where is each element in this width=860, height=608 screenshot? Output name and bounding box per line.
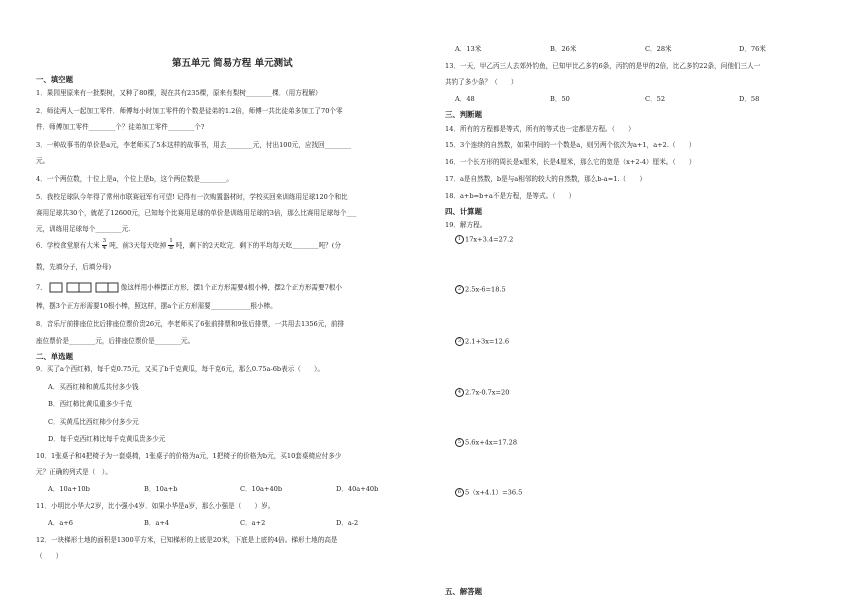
question-2-line-2: 件．师傅加工零件________个？徒弟加工零件________个? (36, 123, 205, 131)
fraction-2-denominator: 8 (169, 244, 173, 251)
equation-3-text: 2.1+3x=12.6 (465, 337, 510, 346)
equation-6-text: 5（x+4.1）=36.5 (465, 488, 523, 497)
equation-2-text: 2.5x-6=18.5 (465, 285, 506, 294)
page-title: 第五单元 简易方程 单元测试 (172, 58, 293, 69)
question-12-option-d: D．76米 (739, 45, 766, 53)
question-10-option-c: C．10a+40b (240, 485, 283, 493)
question-7-line-1 (36, 282, 342, 293)
question-2-line-1: 2．师徒两人一起加工零件．师傅每小时加工零件的个数是徒弟的1.2倍，师傅一共比徒弟多加工了70个零 (36, 107, 343, 115)
equation-1-text: 17x+3.4=27.2 (465, 235, 514, 244)
question-12-line-1: 12．一块梯形土地的面积是1300平方米，已知梯形的上底是20米，下底是上底的4倍。梯形土地的高是 (36, 536, 338, 544)
question-9-option-a: A．买西红柿和黄瓜共付多少钱 (48, 383, 139, 391)
section-calc-heading: 四、计算题 (445, 207, 482, 216)
circled-number-4: 4 (455, 388, 464, 397)
question-1: 1．果园里原来有一批梨树，又种了80棵，现在共有235棵，原来有梨树________棵．（用方程解） (36, 89, 322, 97)
question-10-line-1: 10．1张桌子和4把椅子为一套桌椅，1张桌子的价格为a元，1把椅子的价格为b元，买10套桌椅应付多少 (36, 452, 342, 460)
section-choice-heading: 二、单选题 (36, 352, 73, 361)
question-10-option-b: B．10a+b (144, 485, 178, 493)
question-10-option-a: A．10a+10b (48, 485, 90, 493)
question-11-option-d: D．a-2 (336, 519, 359, 527)
question-13-option-a: A．48 (455, 95, 475, 103)
equation-1 (455, 235, 513, 244)
question-9-option-b: B．西红柿比黄瓜重多少千克 (48, 400, 132, 408)
question-8-line-1: 8．音乐厅前排座位比后排座位票价贵26元，李老师买了6张前排票和9张后排票，一共用去1356元，前排 (36, 320, 345, 328)
fraction-2-numerator: 1 (169, 238, 173, 244)
equation-6 (455, 488, 522, 497)
question-16: 16．一个长方形的周长是x厘米，长是4厘米，那么它的宽是（x+2-4）厘米。（ ） (445, 158, 696, 166)
question-6-text-b: 吨，前3天每天吃掉 (109, 241, 167, 250)
question-6-text-c: 吨，剩下的2天吃完．剩下的平均每天吃________吨？(分 (175, 241, 341, 250)
question-4: 4．一个两位数，十位上是a，个位上是b，这个两位数是________。 (36, 175, 233, 183)
equation-5 (455, 438, 517, 447)
question-6-line-2: 数，先填分子，后填分母) (36, 263, 112, 271)
circled-number-6: 6 (455, 488, 464, 497)
question-5-line-3: 元，训练用足球每个________元. (36, 225, 131, 233)
question-13-line-2: 共钓了多少条？（ ） (445, 78, 518, 86)
fraction-1-denominator: 4 (102, 244, 107, 251)
question-12-option-c: C．28米 (645, 45, 672, 53)
circled-number-2: 2 (455, 285, 464, 294)
equation-3 (455, 337, 509, 346)
question-11-option-b: B．a+4 (144, 519, 170, 527)
equation-5-text: 5.6x+4x=17.28 (465, 438, 518, 447)
question-3-line-2: 元。 (36, 157, 50, 165)
question-10-line-2: 元？正确的列式是（ ）。 (36, 468, 112, 476)
question-19: 19．解方程。 (445, 221, 487, 229)
question-5-line-1: 5．我校足球队今年得了常州市联赛冠军有可望! 记得有一次购置器材时，学校买回来训练用足球120个和比 (36, 193, 348, 201)
circled-number-5: 5 (455, 438, 464, 447)
question-7-line-2: 棒，摆3个正方形需要10根小棒，照这样，摆a个正方形需要____________根小棒。 (36, 302, 277, 310)
question-9: 9．买了a个西红柿，每千克0.75元，又买了b千克黄瓜，每千克6元，那么0.75a-6b表示（ ）。 (36, 365, 324, 373)
question-15: 15．3个连续的自然数，如果中间的一个数是a，则另两个依次为a+1，a+2.（ ） (445, 141, 696, 149)
question-12-option-a: A．13米 (455, 45, 482, 53)
question-5-line-2: 赛用足球共30个，就花了12600元，已知每个比赛用足球的单价是训练用足球的3倍，那么比赛用足球每个___ (36, 209, 357, 217)
question-12-line-2: （ ） (36, 552, 63, 560)
section-judge-heading: 三、判断题 (445, 110, 482, 119)
matchstick-squares-image (49, 282, 119, 293)
circled-number-1: 1 (455, 235, 464, 244)
question-13-option-c: C．52 (645, 95, 666, 103)
question-13-option-d: D．58 (739, 95, 760, 103)
equation-4 (455, 388, 509, 397)
section-answer-heading: 五、解答题 (445, 587, 482, 596)
question-13-option-b: B．50 (550, 95, 570, 103)
question-9-option-c: C．买黄瓜比西红柿少付多少元 (48, 418, 139, 426)
section-fill-heading: 一、填空题 (36, 75, 73, 84)
question-17: 17．a是自然数，b是与a相邻的较大的自然数，那么b-a=1.（ ） (445, 175, 646, 183)
question-10-option-d: D．40a+40b (336, 485, 379, 493)
equation-2 (455, 285, 506, 294)
equation-4-text: 2.7x-0.7x=20 (465, 388, 510, 397)
question-14: 14．所有的方程都是等式，所有的等式也一定都是方程。（ ） (445, 125, 635, 133)
question-6-line-1 (36, 239, 341, 252)
question-6-text-a: 6．学校食堂原有大米 (36, 241, 100, 250)
circled-number-3: 3 (455, 337, 464, 346)
question-3-line-1: 3．一种故事书的单价是a元，李老师买了5本这样的故事书，用去________元，付出100元，应找回________ (36, 141, 352, 149)
question-13-line-1: 13．一天，甲乙丙三人去郊外钓鱼，已知甲比乙多钓6条，丙钓的是甲的2倍，比乙多钓22条，问他们三人一 (445, 62, 761, 70)
question-18: 18．a+b=b+a不是方程，是等式。（ ） (445, 192, 576, 200)
question-7-number: 7． (36, 283, 47, 292)
question-7-text: 像这样用小棒摆正方形，摆1个正方形需要4根小棒，摆2个正方形需要7根小 (120, 283, 342, 292)
fraction-three-quarters (102, 239, 108, 252)
question-11-option-c: C．a+2 (240, 519, 266, 527)
question-8-line-2: 座位票价是________元，后排座位票价是________元。 (36, 337, 195, 345)
fraction-1-numerator: 3 (102, 238, 107, 244)
question-12-option-b: B．26米 (550, 45, 577, 53)
question-11: 11．小明比小华大2岁，比小强小4岁．如果小华是a岁，那么小强是（ ）岁。 (36, 502, 275, 510)
question-9-option-d: D．每千克西红柿比每千克黄瓜贵多少元 (48, 435, 166, 443)
fraction-one-eighth (168, 239, 174, 252)
question-11-option-a: A．a+6 (48, 519, 74, 527)
